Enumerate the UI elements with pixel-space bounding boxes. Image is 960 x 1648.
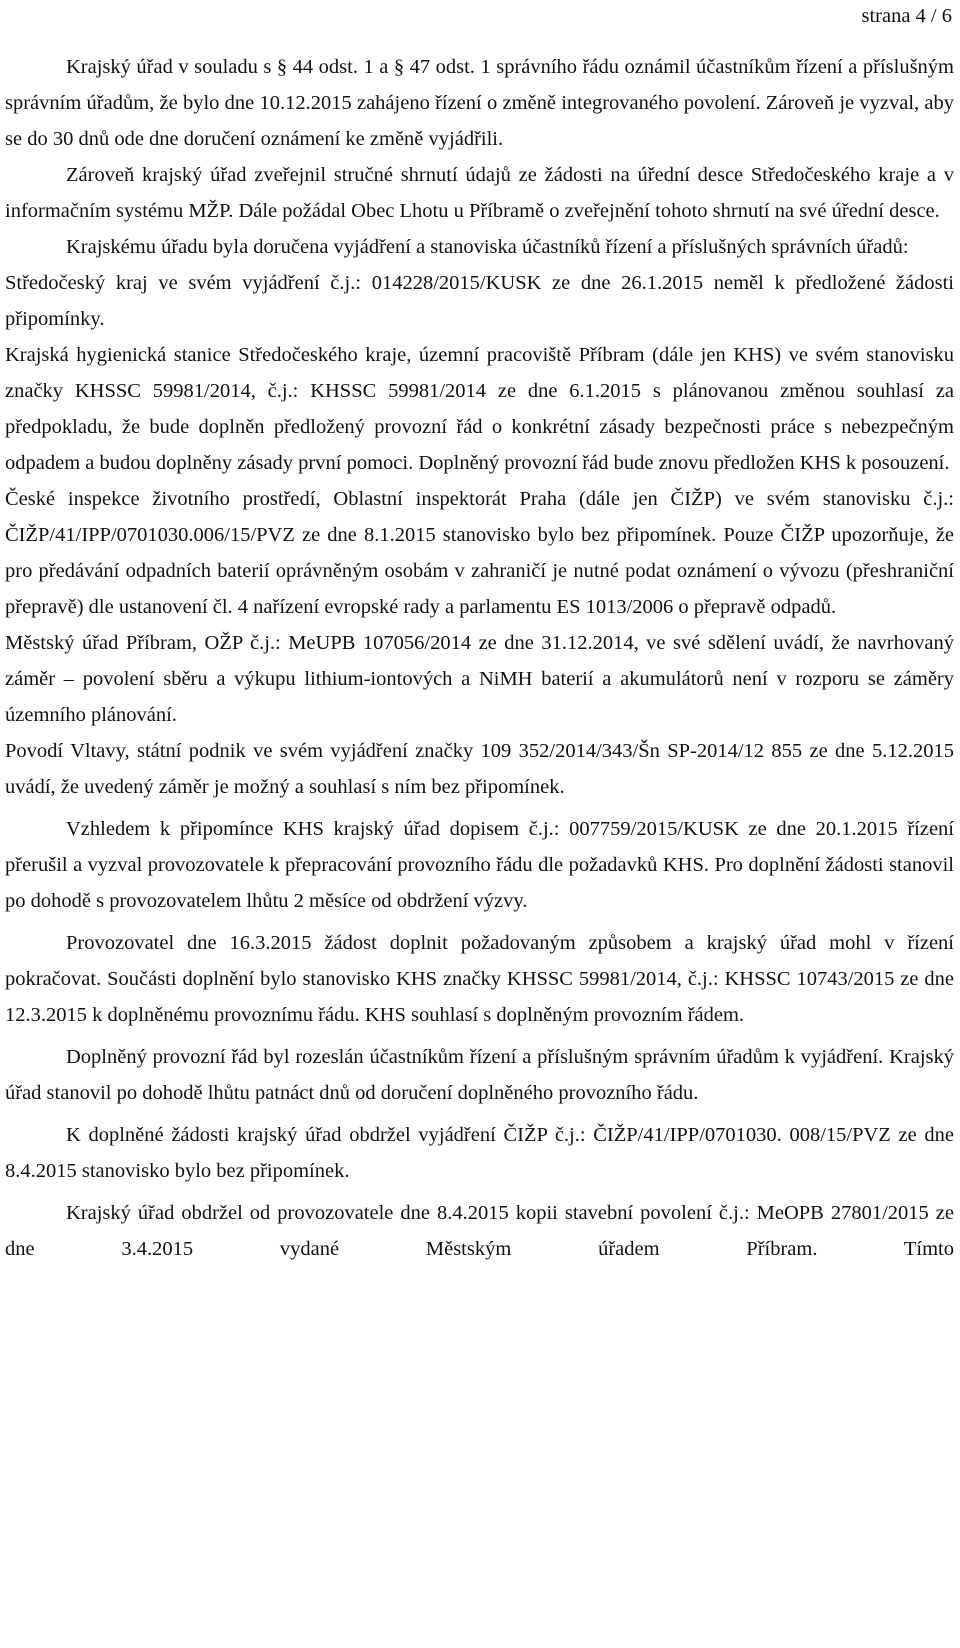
- paragraph-cizp-supplement: K doplněné žádosti krajský úřad obdržel vyjádření ČIŽP č.j.: ČIŽP/41/IPP/0701030. 008/15/PVZ ze dne 8.4.2015 stanovisko bylo bez připomínek.: [5, 1124, 954, 1182]
- paragraph-operator-supplement: Provozovatel dne 16.3.2015 žádost doplnit požadovaným způsobem a krajský úřad mohl v řízení pokračovat. Součásti doplnění bylo stanovisko KHS značky KHSSC 59981/2014, č.j.: KHSSC 10743/2015 ze dne 12.3.2015 k doplněnému provoznímu řádu. KHS souhlasí s doplněným provozním řádem.: [5, 932, 954, 1026]
- paragraph-notice-of-proceedings: Krajský úřad v souladu s § 44 odst. 1 a § 47 odst. 1 správního řádu oznámil účastníkům řízení a příslušným správním úřadům, že bylo dne 10.12.2015 zahájeno řízení o změně integrovaného povolení. Zároveň je vyzval, aby se do 30 dnů ode dne doručení oznámení ke změně vyjádřili.: [5, 56, 954, 150]
- paragraph-khs-statement: Krajská hygienická stanice Středočeského kraje, územní pracoviště Příbram (dále jen KHS) ve svém stanovisku značky KHSSC 59981/2014, č.j.: KHSSC 59981/2014 ze dne 6.1.2015 s plánovanou změnou souhlasí za předpokladu, že bude doplněn předložený provozní řád o konkrétní zásady bezpečnosti práce s nebezpečným odpadem a budou doplněny zásady první pomoci. Doplněný provozní řád bude znovu předložen KHS k posouzení.: [5, 344, 954, 474]
- page-number: strana 4 / 6: [861, 5, 952, 27]
- paragraph-distribution: Doplněný provozní řád byl rozeslán účastníkům řízení a příslušným správním úřadům k vyjádření. Krajský úřad stanovil po dohodě lhůtu patnáct dnů od doručení doplněného provozního řádu.: [5, 1046, 954, 1104]
- document-page: [0, 1, 960, 1648]
- paragraph-povodi-vltavy: Povodí Vltavy, státní podnik ve svém vyjádření značky 109 352/2014/343/Šn SP-2014/12 855 ze dne 5.12.2015 uvádí, že uvedený záměr je možný a souhlasí s ním bez připomínek.: [5, 740, 954, 798]
- paragraph-received-statements: Krajskému úřadu byla doručena vyjádření a stanoviska účastníků řízení a příslušných správních úřadů:: [66, 236, 909, 258]
- paragraph-central-bohemian-region: Středočeský kraj ve svém vyjádření č.j.: 014228/2015/KUSK ze dne 26.1.2015 neměl k předložené žádosti připomínky.: [5, 272, 954, 330]
- paragraph-publication-summary: Zároveň krajský úřad zveřejnil stručné shrnutí údajů ze žádosti na úřední desce Středočeského kraje a v informačním systému MŽP. Dále požádal Obec Lhotu u Příbramě o zveřejnění tohoto shrnutí na své úřední desce.: [5, 164, 954, 222]
- paragraph-municipal-office: Městský úřad Příbram, OŽP č.j.: MeUPB 107056/2014 ze dne 31.12.2014, ve své sdělení uvádí, že navrhovaný záměr – povolení sběru a výkupu lithium-iontových a NiMH baterií a akumulátorů není v rozporu se záměry územního plánování.: [5, 632, 954, 726]
- paragraph-proceedings-interrupted: Vzhledem k připomínce KHS krajský úřad dopisem č.j.: 007759/2015/KUSK ze dne 20.1.2015 řízení přerušil a vyzval provozovatele k přepracování provozního řádu dle požadavků KHS. Pro doplnění žádosti stanovil po dohodě s provozovatelem lhůtu 2 měsíce od obdržení výzvy.: [5, 818, 954, 912]
- paragraph-building-permit: Krajský úřad obdržel od provozovatele dne 8.4.2015 kopii stavební povolení č.j.: MeOPB 27801/2015 ze dne 3.4.2015 vydané Městským úřadem Příbram. Tímto: [5, 1202, 954, 1260]
- paragraph-cizp-statement: České inspekce životního prostředí, Oblastní inspektorát Praha (dále jen ČIŽP) ve svém stanovisku č.j.: ČIŽP/41/IPP/0701030.006/15/PVZ ze dne 8.1.2015 stanovisko bylo bez připomínek. Pouze ČIŽP upozorňuje, že pro předávání odpadních baterií oprávněným osobám v zahraničí je nutné podat oznámení o vývozu (přeshraniční přepravě) dle ustanovení čl. 4 nařízení evropské rady a parlamentu ES 1013/2006 o přepravě odpadů.: [5, 488, 954, 618]
